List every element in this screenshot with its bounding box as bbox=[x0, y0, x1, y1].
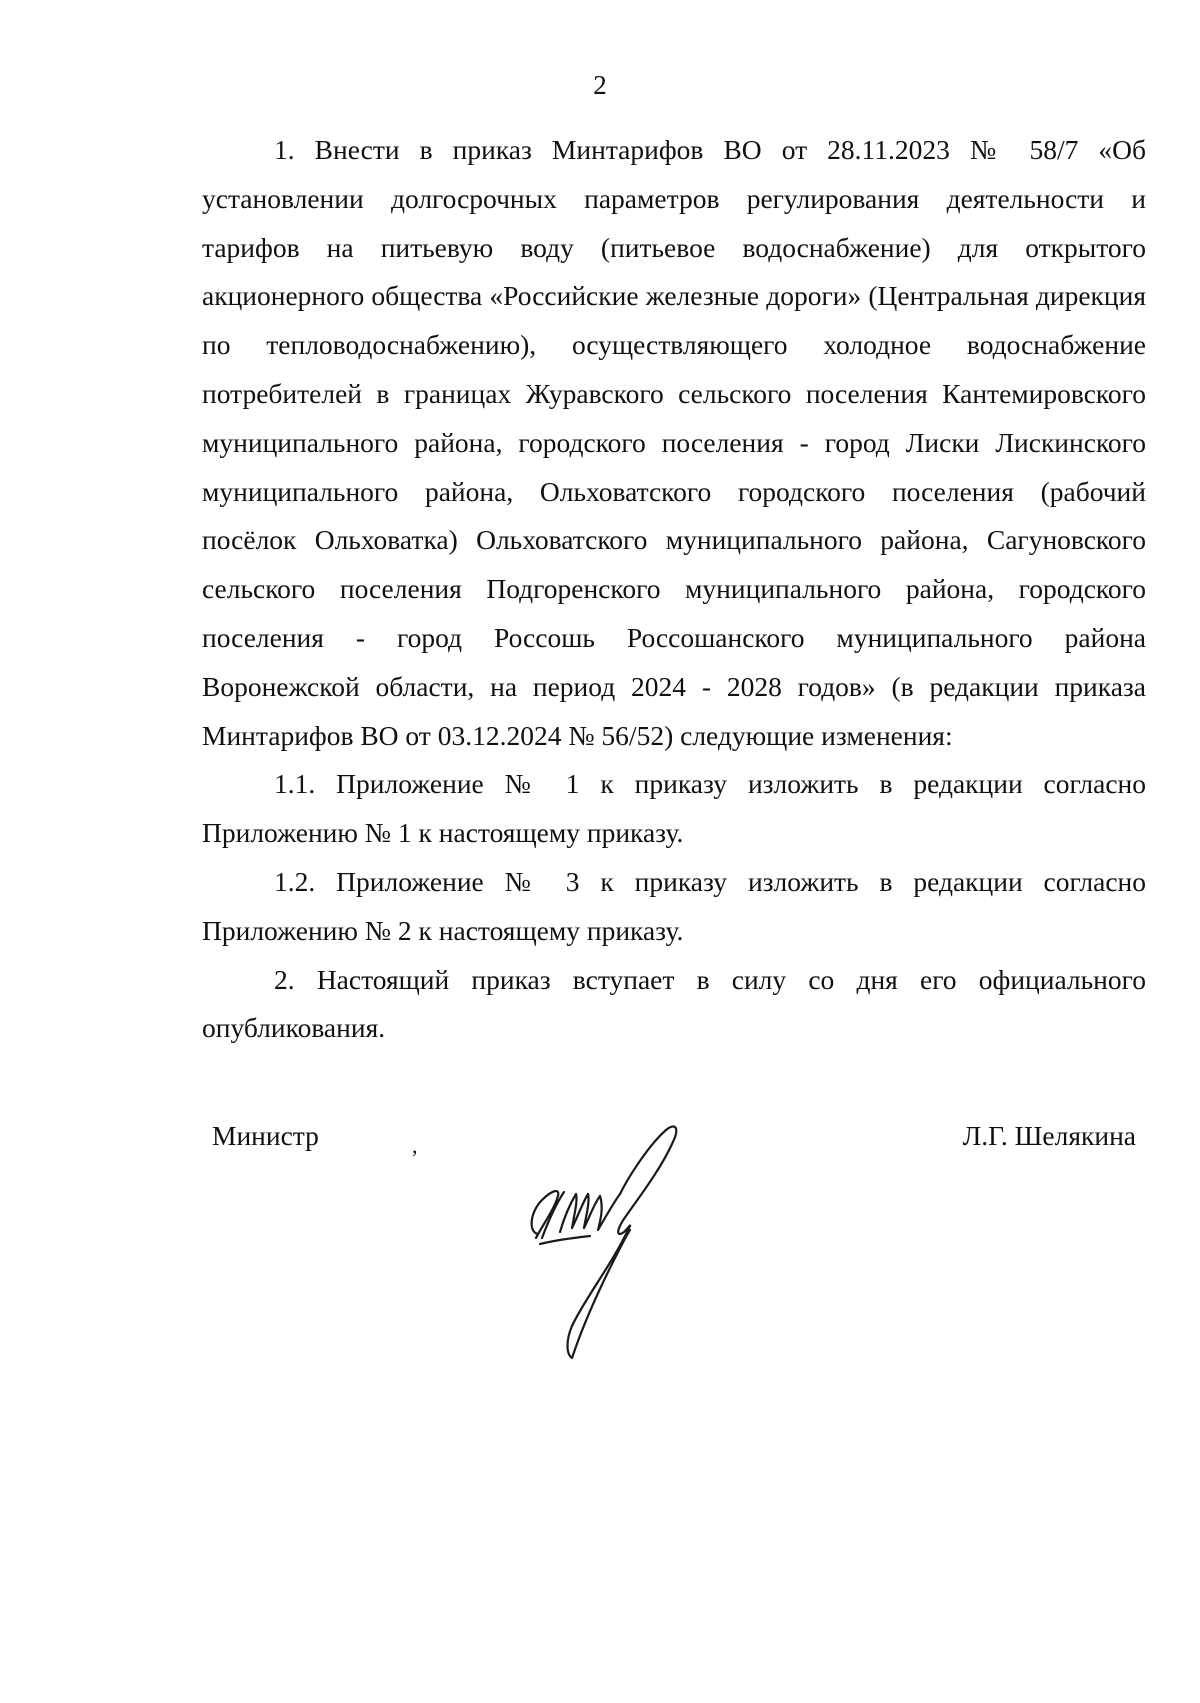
stray-mark: , bbox=[412, 1133, 418, 1158]
signer-name: Л.Г. Шелякина bbox=[962, 1120, 1136, 1151]
signer-position: Министр bbox=[212, 1120, 319, 1151]
handwritten-signature bbox=[520, 1104, 700, 1364]
document-body bbox=[202, 126, 1146, 1053]
paragraph-1: 1. Внести в приказ Минтарифов ВО от 28.11.2023 № 58/7 «Об установлении долгосрочных параметров регулирования деятельности и тарифов на питьевую воду (питьевое водоснабжение) для открытого акционерного общества «Российские железные дороги» (Центральная дирекция по тепловодоснабжению), осуществляющего холодное водоснабжение потребителей в границах Журавского сельского поселения Кантемировского муниципального района, городского поселения - город Лиски Лискинского муниципального района, Ольховатского городского поселения (рабочий посёлок Ольховатка) Ольховатского муниципального района, Сагуновского сельского поселения Подгоренского муниципального района, городского поселения - город Россошь Россошанского муниципального района Воронежской области, на период 2024 - 2028 годов» (в редакции приказа Минтарифов ВО от 03.12.2024 № 56/52) следующие изменения: bbox=[202, 134, 1146, 751]
paragraph-2: 2. Настоящий приказ вступает в силу со дня его официального опубликования. bbox=[202, 963, 1146, 1044]
paragraph-1-1: 1.1. Приложение № 1 к приказу изложить в редакции согласно Приложению № 1 к настоящему приказу. bbox=[202, 768, 1146, 849]
paragraph-1-2: 1.2. Приложение № 3 к приказу изложить в редакции согласно Приложению № 2 к настоящему приказу. bbox=[202, 865, 1146, 946]
page-number: 2 bbox=[593, 70, 607, 100]
signature-block bbox=[0, 1112, 1200, 1392]
